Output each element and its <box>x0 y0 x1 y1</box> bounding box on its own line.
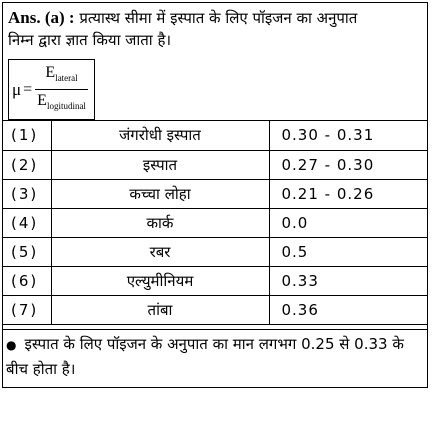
row-number: (3) <box>3 179 51 208</box>
table-row <box>3 179 427 208</box>
answer-line-2: निम्न द्वारा ज्ञात किया जाता है। <box>8 31 172 49</box>
fraction-denominator: $E_{logitudinal}$ <box>37 92 86 112</box>
note-text: इस्पात के लिए पॉइजन के अनुपात का मान लगभग 0.25 से 0.33 के बीच होता है। <box>6 335 404 378</box>
table-row <box>3 150 427 179</box>
row-number: (7) <box>3 295 51 324</box>
answer-text <box>8 7 423 51</box>
table-row <box>3 121 427 150</box>
ratio-value: 0.36 <box>269 295 427 324</box>
material-name: जंगरोधी इस्पात <box>51 121 269 150</box>
bullet-icon: ● <box>6 338 17 352</box>
poisson-ratio-table <box>3 121 427 324</box>
row-number: (1) <box>3 121 51 150</box>
poisson-symbol: μ <box>12 79 22 99</box>
row-number: (5) <box>3 237 51 266</box>
note-section <box>3 329 427 387</box>
material-name: कार्क <box>51 208 269 237</box>
row-number: (6) <box>3 266 51 295</box>
ratio-value: 0.27 - 0.30 <box>269 150 427 179</box>
fraction <box>35 64 88 115</box>
material-name: तांबा <box>51 295 269 324</box>
fraction-numerator: $E_{lateral}$ <box>45 64 78 84</box>
table-row <box>3 266 427 295</box>
table-row <box>3 237 427 266</box>
ratio-value: 0.0 <box>269 208 427 237</box>
material-name: इस्पात <box>51 150 269 179</box>
equals-sign: = <box>23 80 33 98</box>
ratio-value: 0.30 - 0.31 <box>269 121 427 150</box>
material-name: कच्चा लोहा <box>51 179 269 208</box>
row-number: (4) <box>3 208 51 237</box>
row-number: (2) <box>3 150 51 179</box>
answer-line-1: प्रत्यास्थ सीमा में इस्पात के लिए पॉइजन का अनुपात <box>79 9 358 27</box>
table-row <box>3 295 427 324</box>
ratio-value: 0.33 <box>269 266 427 295</box>
formula-box <box>8 59 95 120</box>
ratio-value: 0.21 - 0.26 <box>269 179 427 208</box>
ratio-value: 0.5 <box>269 237 427 266</box>
fraction-bar <box>35 89 88 90</box>
material-name: रबर <box>51 237 269 266</box>
table-row <box>3 208 427 237</box>
answer-sheet <box>2 2 428 388</box>
material-name: एल्युमीनियम <box>51 266 269 295</box>
answer-label: Ans. (a) : <box>8 8 75 27</box>
answer-section <box>3 3 427 121</box>
